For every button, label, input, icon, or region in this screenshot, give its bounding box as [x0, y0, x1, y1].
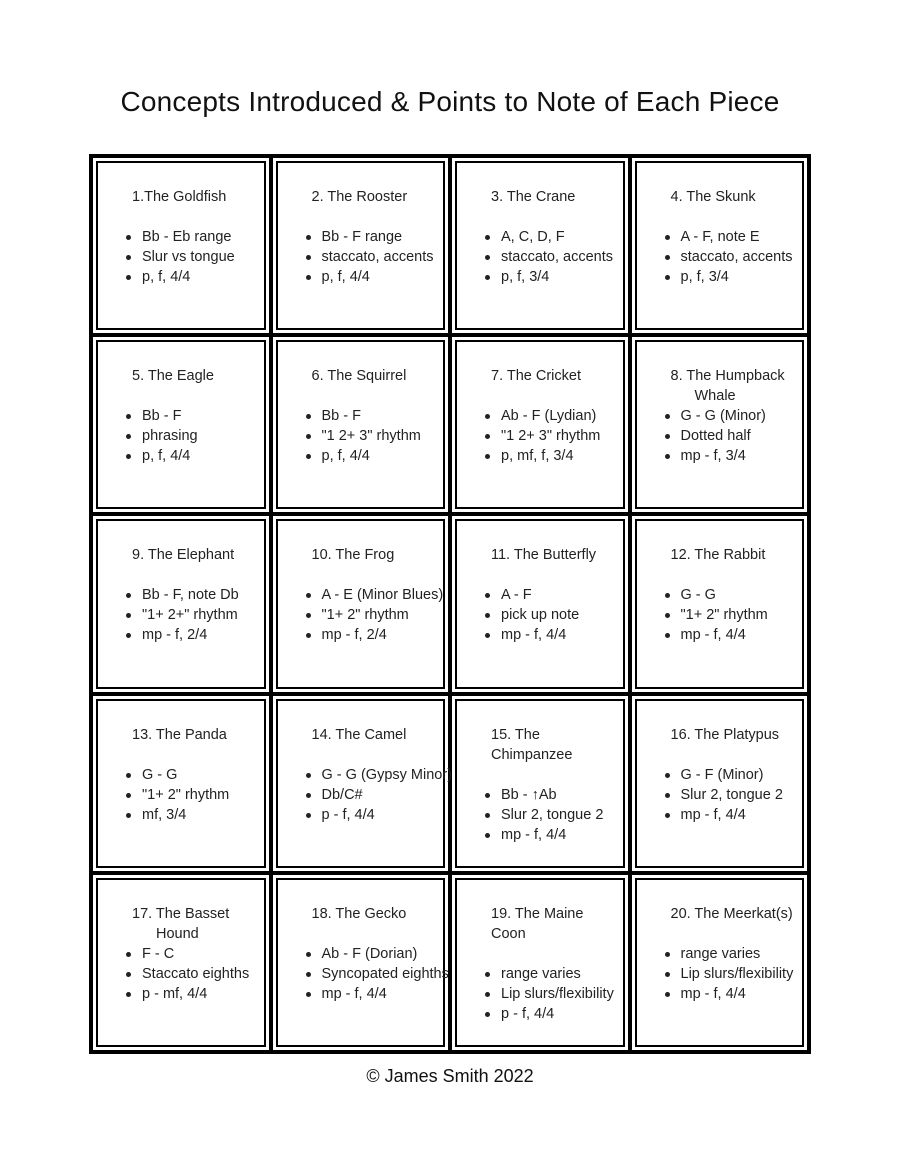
- piece-card: [452, 516, 628, 691]
- piece-title-line: 11. The Butterfly: [491, 547, 597, 564]
- list-item: mp - f, 4/4: [663, 805, 799, 825]
- list-item: staccato, accents: [483, 247, 619, 267]
- list-item: p - f, 4/4: [483, 1004, 619, 1024]
- list-item: Bb - F: [124, 406, 260, 426]
- list-item: "1 2+ 3" rhythm: [304, 426, 440, 446]
- piece-points-list: [304, 227, 440, 287]
- list-item: A, C, D, F: [483, 227, 619, 247]
- list-item: mp - f, 2/4: [124, 625, 260, 645]
- copyright-notice: © James Smith 2022: [366, 1066, 534, 1086]
- piece-title-line: 8. The Humpback: [670, 368, 785, 385]
- piece-points-list: [483, 785, 619, 845]
- piece-points-list: [124, 944, 260, 1004]
- list-item: Lip slurs/flexibility: [483, 984, 619, 1004]
- piece-card: [93, 696, 269, 871]
- piece-title-line: 6. The Squirrel: [311, 368, 407, 385]
- piece-title-line: Whale: [694, 388, 736, 405]
- list-item: p, f, 4/4: [124, 446, 260, 466]
- piece-title: [124, 904, 260, 944]
- list-item: p, mf, f, 3/4: [483, 446, 619, 466]
- list-item: range varies: [663, 944, 799, 964]
- list-item: p - f, 4/4: [304, 805, 440, 825]
- list-item: mp - f, 4/4: [304, 984, 440, 1004]
- list-item: mp - f, 4/4: [663, 625, 799, 645]
- list-item: Staccato eighths: [124, 964, 260, 984]
- list-item: range varies: [483, 964, 619, 984]
- list-item: "1 2+ 3" rhythm: [483, 426, 619, 446]
- piece-title: [304, 725, 440, 745]
- piece-points-list: [124, 227, 260, 287]
- piece-title: [483, 904, 619, 944]
- piece-card: [273, 696, 453, 871]
- list-item: Bb - Eb range: [124, 227, 260, 247]
- list-item: Slur 2, tongue 2: [483, 805, 619, 825]
- piece-points-list: [663, 227, 799, 287]
- piece-points-list: [124, 585, 260, 645]
- list-item: A - F: [483, 585, 619, 605]
- piece-title-line: 17. The Basset: [132, 905, 230, 922]
- piece-title-line: Hound: [156, 925, 199, 942]
- list-item: p, f, 3/4: [483, 267, 619, 287]
- piece-title: [663, 187, 799, 207]
- list-item: Slur vs tongue: [124, 247, 260, 267]
- piece-card: [632, 158, 808, 333]
- piece-title-line: 1.The Goldfish: [132, 189, 227, 205]
- piece-card: [632, 696, 808, 871]
- list-item: "1+ 2" rhythm: [124, 785, 260, 805]
- list-item: mp - f, 4/4: [663, 984, 799, 1004]
- piece-title: [663, 904, 799, 924]
- piece-card: [452, 875, 628, 1050]
- piece-title-line: 13. The Panda: [132, 726, 227, 743]
- piece-title: [124, 187, 260, 207]
- piece-title: [663, 545, 799, 565]
- piece-title-line: 7. The Cricket: [491, 368, 581, 385]
- list-item: Bb - F range: [304, 227, 440, 247]
- piece-card: [273, 337, 449, 512]
- piece-points-list: [663, 585, 799, 645]
- page-title: Concepts Introduced & Points to Note of Each Piece: [120, 86, 780, 117]
- piece-title-line: 20. The Meerkat(s): [670, 905, 793, 922]
- piece-title: [663, 725, 799, 745]
- piece-card: [452, 158, 628, 333]
- list-item: G - F (Minor): [663, 765, 799, 785]
- list-item: Dotted half: [663, 426, 799, 446]
- piece-points-list: [483, 227, 619, 287]
- list-item: phrasing: [124, 426, 260, 446]
- list-item: Ab - F (Lydian): [483, 406, 619, 426]
- piece-title: [304, 545, 440, 565]
- list-item: staccato, accents: [304, 247, 440, 267]
- list-item: p, f, 4/4: [304, 267, 440, 287]
- piece-title-line: 19. The Maine Coon: [491, 905, 584, 942]
- piece-title-line: 16. The Platypus: [670, 726, 780, 743]
- piece-points-list: [663, 765, 799, 825]
- piece-title-line: 18. The Gecko: [311, 905, 407, 922]
- piece-title-line: 2. The Rooster: [311, 189, 408, 205]
- piece-card: [93, 875, 269, 1050]
- piece-points-list: [663, 406, 799, 466]
- piece-title: [304, 904, 440, 924]
- piece-title: [124, 545, 260, 565]
- piece-title: [304, 366, 440, 386]
- list-item: p, f, 3/4: [663, 267, 799, 287]
- piece-points-list: [663, 944, 799, 1004]
- piece-title: [124, 366, 260, 386]
- piece-points-list: [124, 406, 260, 466]
- list-item: G - G: [124, 765, 260, 785]
- piece-card: [273, 158, 449, 333]
- piece-title-line: 12. The Rabbit: [670, 547, 766, 564]
- piece-title-line: 14. The Camel: [311, 726, 407, 743]
- piece-title-line: 3. The Crane: [491, 189, 576, 205]
- list-item: p, f, 4/4: [304, 446, 440, 466]
- piece-points-list: [304, 406, 440, 466]
- list-item: G - G: [663, 585, 799, 605]
- list-item: Db/C#: [304, 785, 440, 805]
- piece-card: [93, 158, 269, 333]
- piece-points-list: [304, 944, 449, 1004]
- list-item: "1+ 2" rhythm: [304, 605, 440, 625]
- piece-title: [124, 725, 260, 745]
- list-item: "1+ 2" rhythm: [663, 605, 799, 625]
- piece-card: [452, 696, 628, 871]
- pieces-grid: [89, 154, 811, 1054]
- list-item: G - G (Minor): [663, 406, 799, 426]
- list-item: pick up note: [483, 605, 619, 625]
- piece-card: [93, 516, 269, 691]
- list-item: Bb - ↑Ab: [483, 785, 619, 805]
- list-item: A - E (Minor Blues): [304, 585, 440, 605]
- list-item: Syncopated eighths: [304, 964, 440, 984]
- piece-card: [273, 875, 449, 1050]
- list-item: G - G (Gypsy Minor): [304, 765, 440, 785]
- piece-title-line: 5. The Eagle: [132, 368, 214, 385]
- list-item: mp - f, 2/4: [304, 625, 440, 645]
- list-item: mp - f, 3/4: [663, 446, 799, 466]
- piece-title: [483, 366, 619, 386]
- piece-title: [304, 187, 440, 207]
- list-item: Ab - F (Dorian): [304, 944, 440, 964]
- piece-points-list: [304, 765, 453, 825]
- piece-title: [483, 545, 619, 565]
- list-item: Slur 2, tongue 2: [663, 785, 799, 805]
- piece-points-list: [483, 406, 619, 466]
- piece-title-line: 9. The Elephant: [132, 547, 235, 564]
- list-item: Bb - F: [304, 406, 440, 426]
- piece-title: [663, 366, 799, 406]
- piece-title-line: 10. The Frog: [311, 547, 395, 564]
- piece-card: [452, 337, 628, 512]
- list-item: A - F, note E: [663, 227, 799, 247]
- piece-card: [93, 337, 269, 512]
- piece-title: [483, 725, 619, 765]
- piece-title-line: 4. The Skunk: [670, 189, 756, 205]
- list-item: mp - f, 4/4: [483, 625, 619, 645]
- piece-card: [632, 337, 808, 512]
- piece-points-list: [483, 585, 619, 645]
- piece-title: [483, 187, 619, 207]
- piece-card: [632, 516, 808, 691]
- list-item: staccato, accents: [663, 247, 799, 267]
- piece-title-line: 15. The Chimpanzee: [491, 726, 573, 763]
- list-item: p, f, 4/4: [124, 267, 260, 287]
- list-item: mf, 3/4: [124, 805, 260, 825]
- list-item: F - C: [124, 944, 260, 964]
- list-item: Lip slurs/flexibility: [663, 964, 799, 984]
- list-item: "1+ 2+" rhythm: [124, 605, 260, 625]
- list-item: mp - f, 4/4: [483, 825, 619, 845]
- piece-points-list: [483, 964, 619, 1024]
- piece-points-list: [304, 585, 444, 645]
- piece-card: [273, 516, 449, 691]
- piece-card: [632, 875, 808, 1050]
- list-item: p - mf, 4/4: [124, 984, 260, 1004]
- piece-points-list: [124, 765, 260, 825]
- list-item: Bb - F, note Db: [124, 585, 260, 605]
